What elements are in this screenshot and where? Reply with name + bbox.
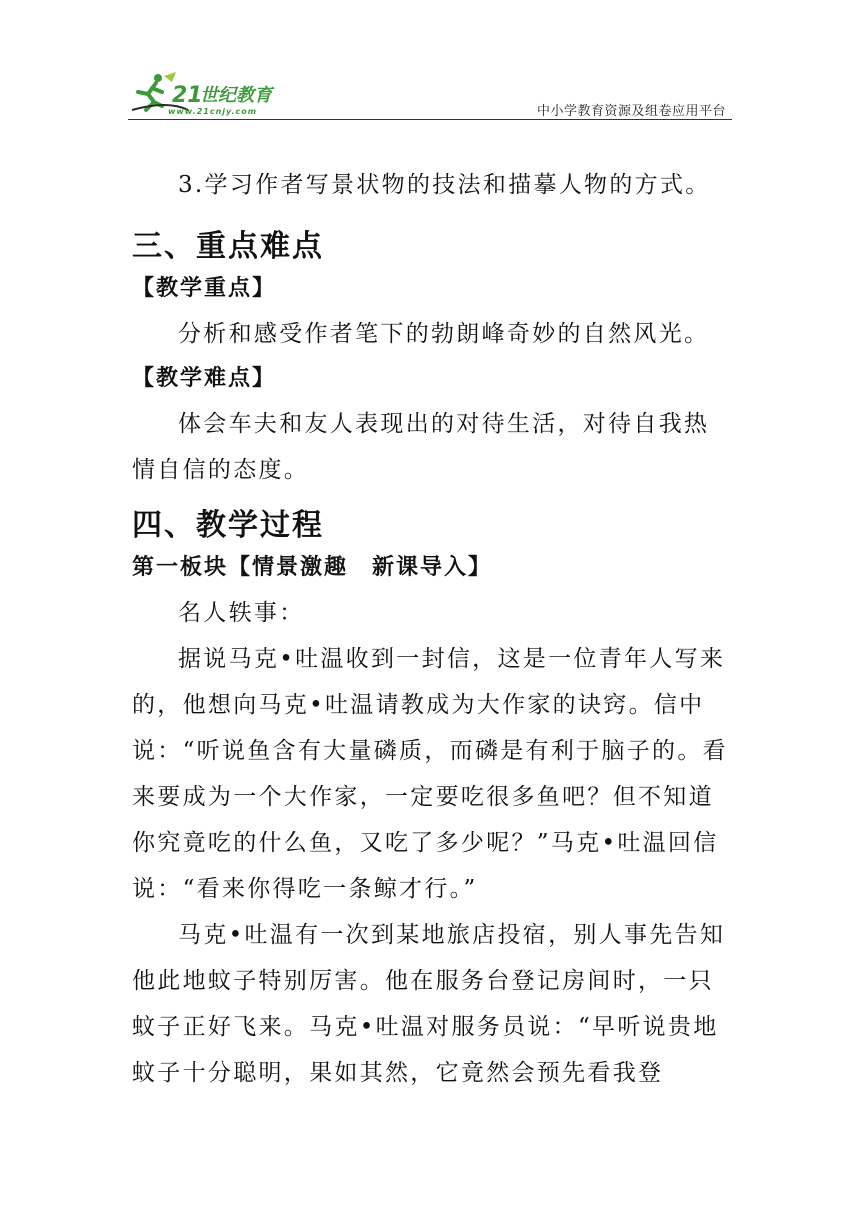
svg-text:www.21cnjy.com: www.21cnjy.com: [168, 107, 258, 116]
section-title-teaching-process: 四、教学过程: [132, 508, 324, 543]
difficulty-text: 体会车夫和友人表现出的对待生活，对待自我热情自信的态度。: [132, 411, 710, 483]
objective-item-3: 3.学习作者写景状物的技法和描摹人物的方式。: [178, 172, 711, 198]
key-point-text: 分析和感受作者笔下的勃朗峰奇妙的自然风光。: [178, 321, 710, 347]
anecdote-label: 名人轶事：: [178, 600, 305, 626]
block-1-title: 第一板块【情景激趣 新课导入】: [132, 555, 493, 580]
header-divider: [128, 119, 732, 120]
key-point-label: 【教学重点】: [132, 276, 277, 301]
section-title-key-points: 三、重点难点: [132, 229, 324, 264]
header-tagline: 中小学教育资源及组卷应用平台: [536, 104, 726, 119]
paragraph: 马克•吐温有一次到某地旅店投宿，别人事先告知他此地蚊子特别厉害。他在服务台登记房间时，一只蚊子正好飞来。马克•吐温对服务员说：“早听说贵地蚊子十分聪明，果如其然，它竟然会预先看我登: [132, 922, 726, 1086]
svg-text:世纪教育: 世纪教育: [200, 85, 272, 106]
difficulty-label: 【教学难点】: [132, 366, 277, 391]
paragraph: 据说马克•吐温收到一封信，这是一位青年人写来的，他想向马克•吐温请教成为大作家的诀窍。信中说：“听说鱼含有大量磷质，而磷是有利于脑子的。看来要成为一个大作家，一定要吃很多鱼吧？但不知道你究竟吃的什么鱼，又吃了多少呢？”马克•吐温回信说：“看来你得吃一条鲸才行。”: [132, 646, 728, 902]
logo-21cnjy: [128, 70, 298, 118]
page-header: [128, 66, 732, 120]
svg-text:21: 21: [172, 83, 203, 108]
document-body: [132, 162, 732, 1096]
